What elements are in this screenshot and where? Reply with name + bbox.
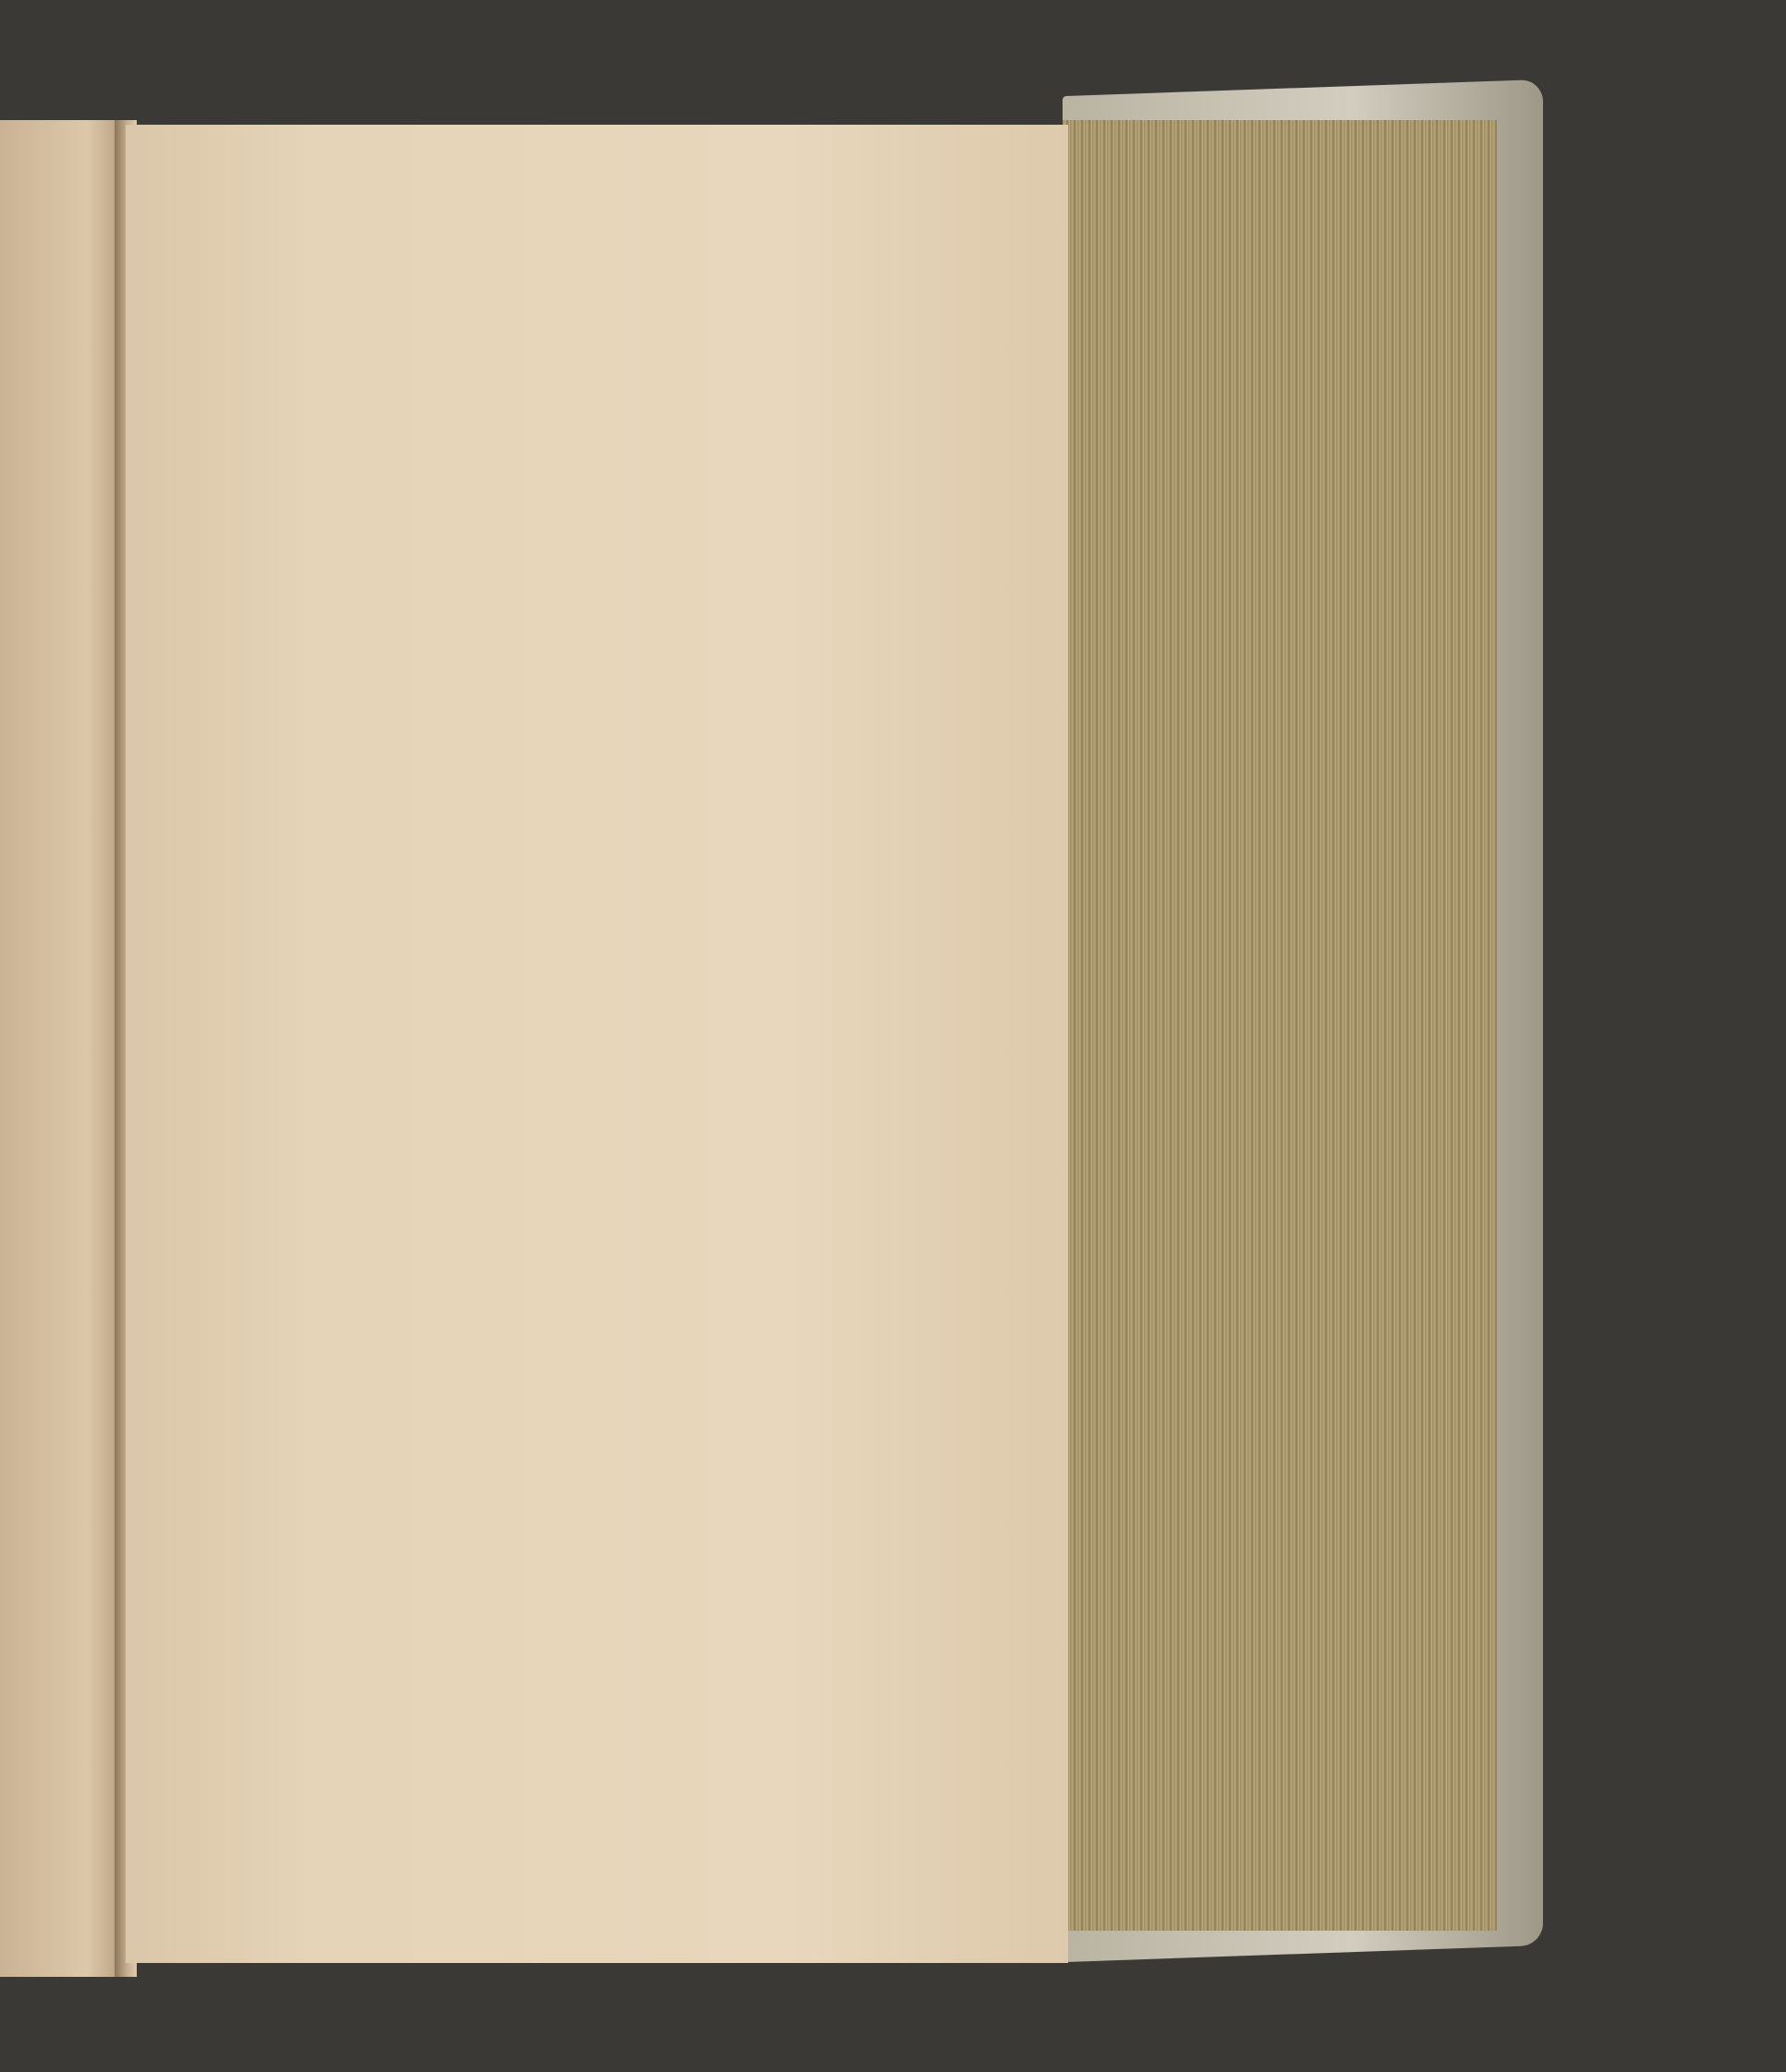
page-block-edge <box>1063 120 1497 1931</box>
left-page <box>0 120 125 1977</box>
right-page <box>126 125 1068 1963</box>
